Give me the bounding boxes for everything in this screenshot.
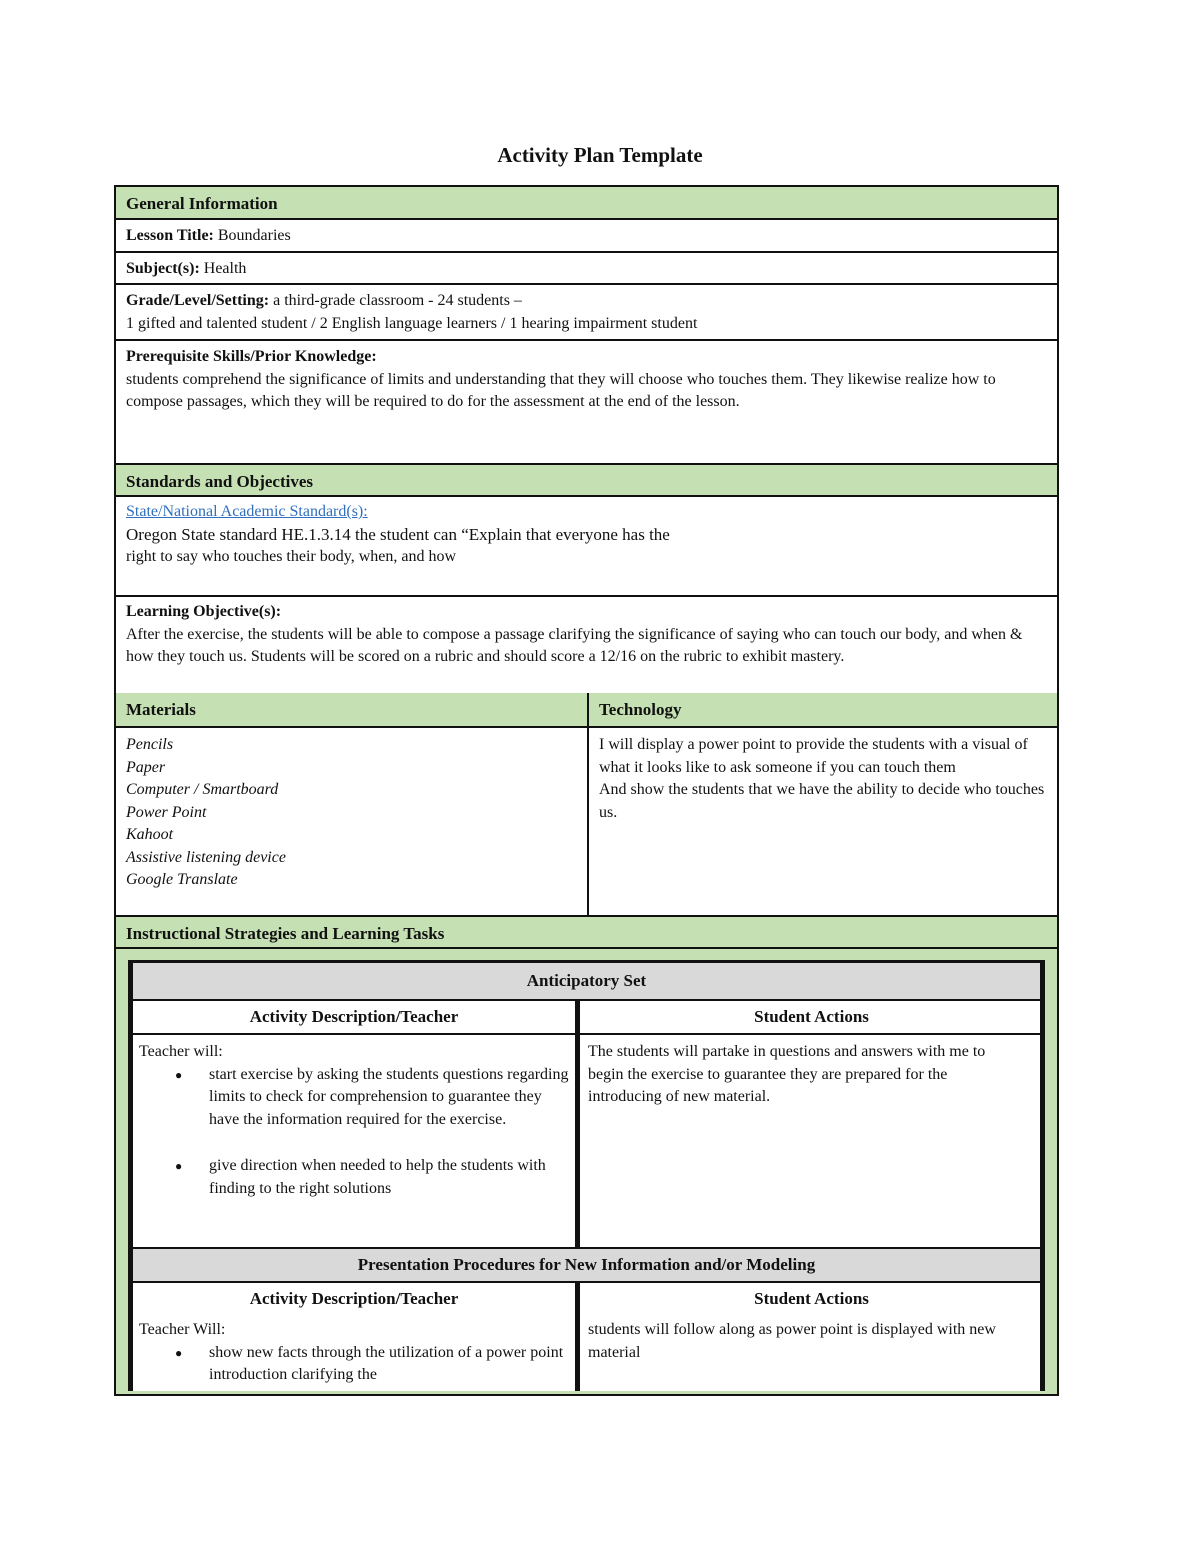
anticipatory-bullets (139, 1064, 569, 1201)
learning-objective-row (116, 595, 1057, 693)
list-item: ● give direction when needed to help the students with finding to the right solutions (139, 1155, 569, 1200)
technology-text-1: I will display a power point to provide the students with a visual of what it looks like to ask someone if you can touch them (599, 736, 1028, 776)
section-header-instructional: Instructional Strategies and Learning Tasks (116, 915, 1057, 947)
anticipatory-set-title: Anticipatory Set (133, 963, 1040, 999)
prerequisite-row (116, 339, 1057, 463)
subjects-label: Subject(s): (126, 260, 200, 277)
grade-level-setting-row (116, 283, 1057, 339)
subjects-row (116, 251, 1057, 283)
divider (133, 999, 1040, 1001)
instructional-inner-table (128, 960, 1045, 1391)
teacher-intro: Teacher will: (139, 1043, 223, 1060)
page-title: Activity Plan Template (497, 143, 703, 167)
list-item: ● show new facts through the utilization of a power point introduction clarifying the (139, 1342, 569, 1387)
material-item: Computer / Smartboard (126, 781, 279, 798)
prerequisite-label: Prerequisite Skills/Prior Knowledge: (126, 348, 377, 365)
anticipatory-teacher-cell (139, 1041, 569, 1200)
lesson-title-value: Boundaries (213, 227, 291, 244)
material-item: Pencils (126, 736, 174, 753)
presentation-student-cell: students will follow along as power point is displayed with new material (588, 1321, 996, 1361)
inner-column-divider (575, 999, 580, 1249)
presentation-col-teacher: Activity Description/Teacher (249, 1289, 459, 1308)
standards-row (116, 495, 1057, 595)
anticipatory-student-cell: The students will partake in questions and answers with me to begin the exercise to guarantee they are prepared for the introducing of new material. (588, 1043, 986, 1105)
section-header-technology: Technology (589, 693, 1057, 726)
material-item: Kahoot (126, 826, 174, 843)
material-item: Paper (126, 758, 166, 776)
activity-plan-table (114, 185, 1059, 1396)
presentation-col-student: Student Actions (754, 1289, 869, 1308)
divider (133, 1281, 1040, 1283)
inner-column-divider (575, 1283, 580, 1391)
learning-objective-label: Learning Objective(s): (126, 603, 282, 620)
divider (133, 1033, 1040, 1035)
material-item: Google Translate (126, 871, 238, 888)
material-item: Power Point (126, 803, 207, 821)
anticipatory-col-teacher: Activity Description/Teacher (249, 1007, 459, 1026)
teacher-intro: Teacher Will: (139, 1321, 226, 1338)
list-item: ● start exercise by asking the students questions regarding limits to check for comprehension to guarantee they have the information required for the exercise. (139, 1064, 569, 1132)
presentation-teacher-cell (139, 1319, 569, 1387)
section-header-standards: Standards and Objectives (116, 463, 1057, 495)
section-header-materials: Materials (116, 693, 587, 726)
technology-text-2: And show the students that we have the ability to decide who touches us. (599, 781, 1045, 821)
section-header-general: General Information (116, 187, 1057, 218)
grade-label: Grade/Level/Setting: (126, 292, 270, 309)
technology-text (589, 728, 1057, 915)
presentation-bullets (139, 1342, 569, 1387)
presentation-title: Presentation Procedures for New Information and/or Modeling (133, 1249, 1040, 1281)
standard-line-1: Oregon State standard HE.1.3.14 the student can “Explain that everyone has the (126, 524, 670, 544)
prerequisite-text: students comprehend the significance of limits and understanding that they will choose who touches them. They likewise realize how to compose passages, which they will be required to do for the assessment at the end of the lesson. (126, 370, 996, 410)
grade-value: a third-grade classroom - 24 students – (269, 292, 522, 309)
materials-technology-row (116, 726, 1057, 915)
standard-line-2: right to say who touches their body, when, and how (126, 548, 457, 565)
lesson-title-label: Lesson Title: (126, 227, 214, 244)
anticipatory-col-student: Student Actions (754, 1007, 869, 1026)
learning-objective-text: After the exercise, the students will be able to compose a passage clarifying the significance of saying who can touch our body, and when & how they touch us. Students will be scored on a rubric and should score a 12/16 on the rubric to exhibit mastery. (126, 625, 1023, 665)
lesson-title-row (116, 218, 1057, 251)
standard-link[interactable]: State/National Academic Standard(s): (126, 503, 368, 520)
grade-line-2: 1 gifted and talented student / 2 English language learners / 1 hearing impairment student (126, 314, 698, 332)
subjects-value: Health (199, 260, 247, 277)
materials-list (116, 728, 587, 915)
material-item: Assistive listening device (126, 848, 286, 866)
